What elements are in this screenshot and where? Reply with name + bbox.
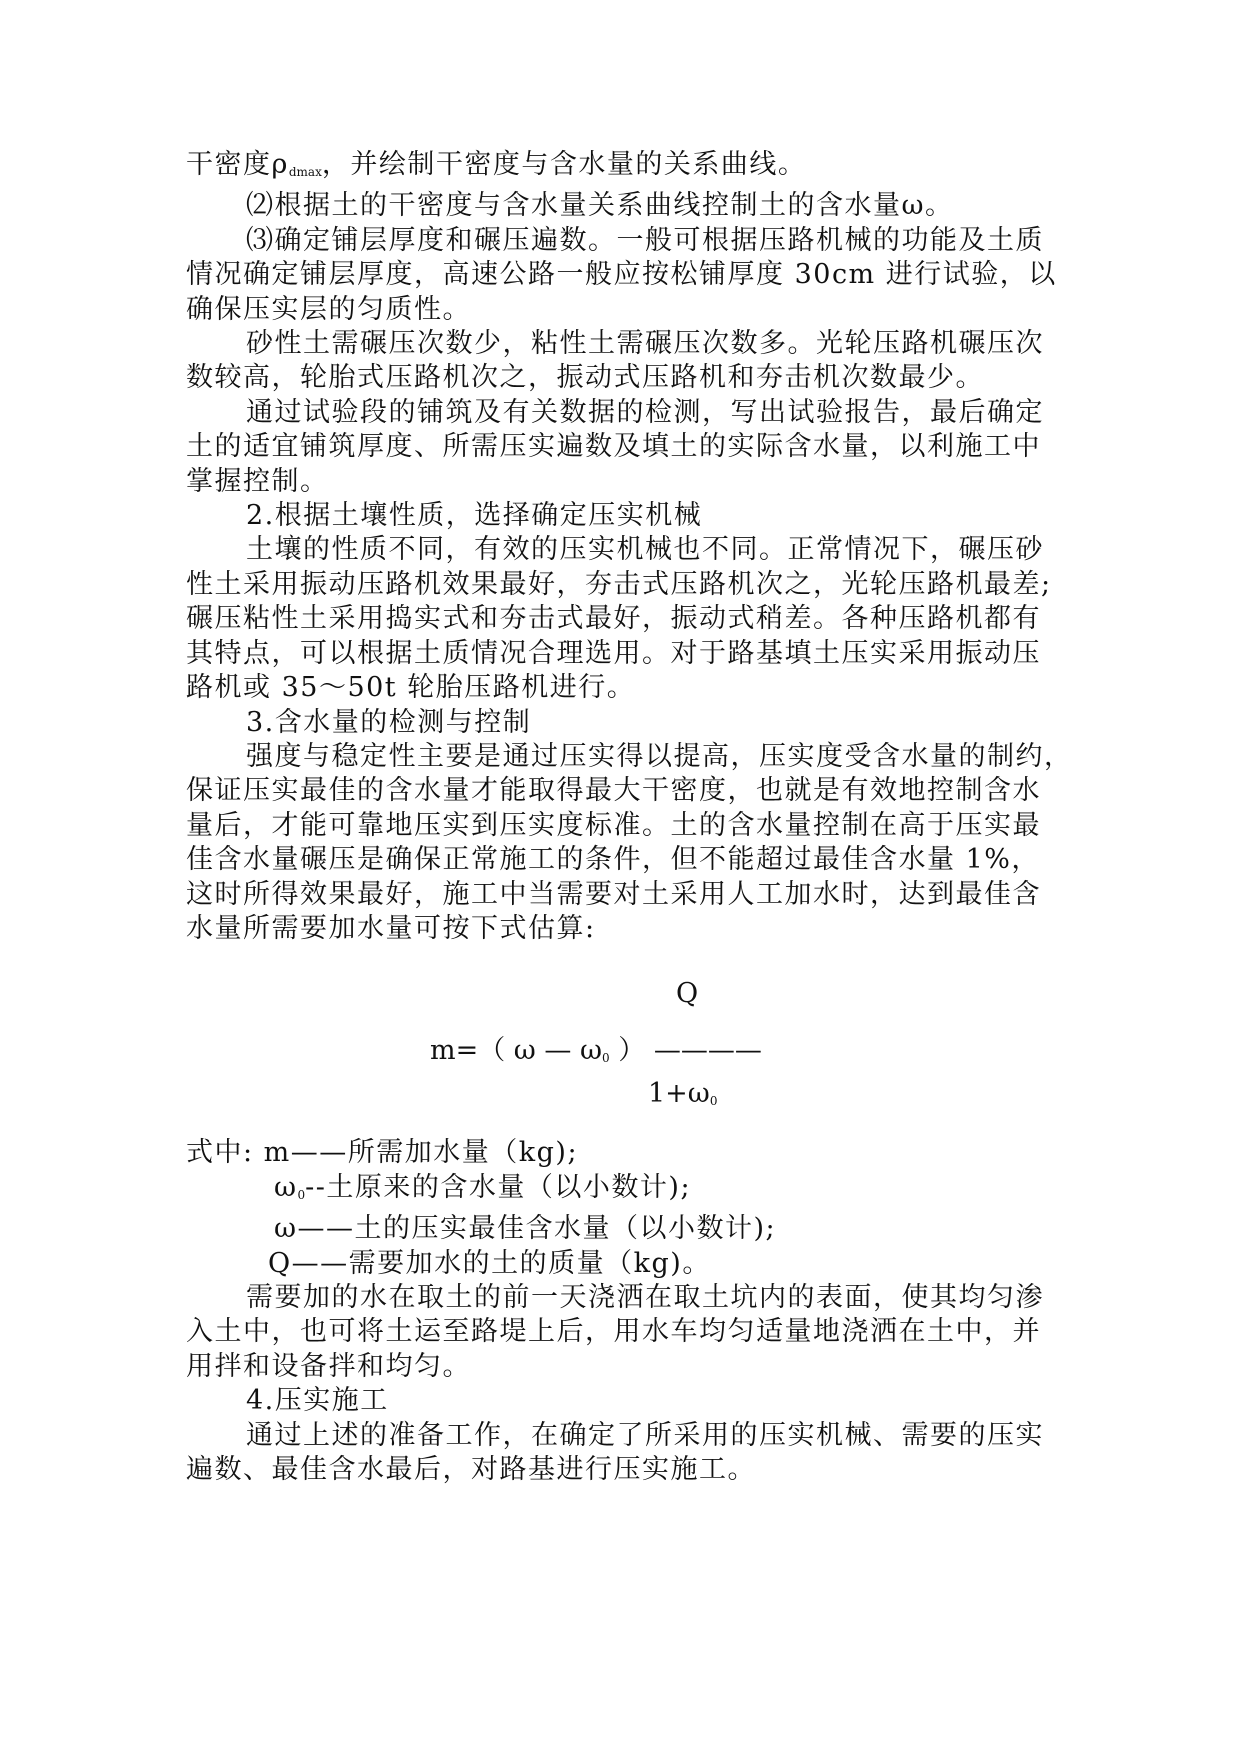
note-line bbox=[186, 1171, 1054, 1212]
formula-numerator: Q bbox=[676, 978, 699, 1010]
text-span: 1+ω bbox=[648, 1078, 710, 1110]
document-page bbox=[186, 148, 1073, 1487]
paragraph-line bbox=[186, 148, 1054, 189]
paragraph-line: 情况确定铺层厚度，高速公路一般应按松铺厚度 30cm 进行试验，以 bbox=[186, 259, 1057, 291]
text-span: m=（ ω — ω bbox=[430, 1035, 603, 1067]
paragraph-line: ⑵根据土的干密度与含水量关系曲线控制土的含水量ω。 bbox=[246, 190, 954, 222]
text-span: ，并绘制干密度与含水量的关系曲线。 bbox=[321, 149, 807, 180]
formula-denominator bbox=[648, 1078, 717, 1109]
paragraph-line: 土壤的性质不同，有效的压实机械也不同。正常情况下，碾压砂 bbox=[246, 534, 1044, 566]
formula-lhs bbox=[430, 1028, 762, 1067]
paragraph-line: 这时所得效果最好，施工中当需要对土采用人工加水时，达到最佳含 bbox=[186, 878, 1041, 910]
paragraph-line: 性土采用振动压路机效果最好，夯击式压路机次之，光轮压路机最差; bbox=[186, 568, 1052, 600]
paragraph-line: 保证压实最佳的含水量才能取得最大干密度，也就是有效地控制含水 bbox=[186, 775, 1041, 807]
paragraph-line: 掌握控制。 bbox=[186, 465, 329, 497]
paragraph-line: 路机或 35～50t 轮胎压路机进行。 bbox=[186, 672, 636, 704]
paragraph-line: 入土中，也可将土运至路堤上后，用水车均匀适量地浇洒在土中，并 bbox=[186, 1316, 1041, 1348]
note-line: 式中: m——所需加水量（kg); bbox=[186, 1137, 579, 1169]
paragraph-line: 其特点，可以根据土质情况合理选用。对于路基填土压实采用振动压 bbox=[186, 637, 1041, 669]
section-heading: 2.根据土壤性质，选择确定压实机械 bbox=[246, 500, 703, 532]
text-span: 干密度ρ bbox=[186, 149, 289, 180]
paragraph-line: 遍数、最佳含水最后，对路基进行压实施工。 bbox=[186, 1454, 756, 1485]
paragraph-line: 土的适宜铺筑厚度、所需压实遍数及填土的实际含水量，以利施工中 bbox=[186, 431, 1041, 463]
subscript: 0 bbox=[602, 1051, 610, 1066]
text-span: ω bbox=[274, 1171, 298, 1203]
subscript: 0 bbox=[709, 1094, 718, 1109]
subscript: 0 bbox=[297, 1187, 306, 1202]
paragraph-line: 佳含水量碾压是确保正常施工的条件，但不能超过最佳含水量 1%， bbox=[186, 844, 1040, 876]
note-line: ω——土的压实最佳含水量（以小数计); bbox=[274, 1213, 777, 1245]
paragraph-line: 量后，才能可靠地压实到压实度标准。土的含水量控制在高于压实最 bbox=[186, 809, 1041, 841]
section-heading: 4.压实施工 bbox=[246, 1385, 389, 1417]
note-line: Q——需要加水的土的质量（kg)。 bbox=[268, 1247, 711, 1279]
paragraph-line: 强度与稳定性主要是通过压实得以提高，压实度受含水量的制约， bbox=[246, 740, 1073, 772]
paragraph-line: 确保压实层的匀质性。 bbox=[186, 293, 471, 325]
paragraph-line: 通过试验段的铺筑及有关数据的检测，写出试验报告，最后确定 bbox=[246, 396, 1044, 428]
paragraph-line: ⑶确定铺层厚度和碾压遍数。一般可根据压路机械的功能及土质 bbox=[246, 224, 1044, 256]
paragraph-line: 碾压粘性土采用捣实式和夯击式最好，振动式稍差。各种压路机都有 bbox=[186, 603, 1041, 635]
paragraph-line: 通过上述的准备工作，在确定了所采用的压实机械、需要的压实 bbox=[246, 1419, 1044, 1451]
paragraph-line: 砂性土需碾压次数少，粘性土需碾压次数多。光轮压路机碾压次 bbox=[246, 328, 1044, 360]
paragraph-line: 需要加的水在取土的前一天浇洒在取土坑内的表面，使其均匀渗 bbox=[246, 1281, 1044, 1313]
paragraph-line: 水量所需要加水量可按下式估算: bbox=[186, 912, 596, 944]
section-heading: 3.含水量的检测与控制 bbox=[246, 706, 532, 738]
text-span: --土原来的含水量（以小数计); bbox=[305, 1171, 692, 1203]
text-span: ） ———— bbox=[609, 1035, 762, 1067]
subscript: dmax bbox=[288, 165, 322, 179]
paragraph-line: 用拌和设备拌和均匀。 bbox=[186, 1350, 471, 1382]
formula bbox=[186, 946, 1054, 1136]
paragraph-line: 数较高，轮胎式压路机次之，振动式压路机和夯击机次数最少。 bbox=[186, 362, 984, 394]
